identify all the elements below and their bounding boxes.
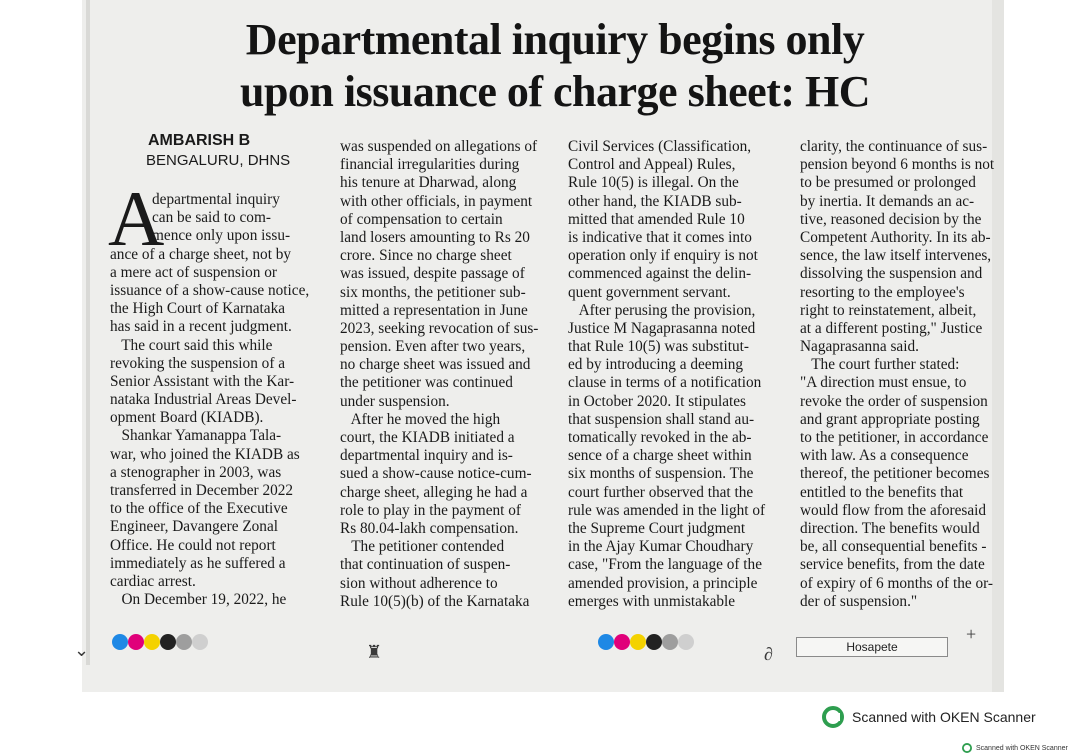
article-line: After perusing the provision, (568, 301, 756, 319)
article-line: der of suspension." (800, 592, 918, 610)
article-line: at a different posting," Justice (800, 319, 983, 337)
article-line: After he moved the high (340, 410, 501, 428)
article-line: mitted a representation in June (340, 301, 528, 319)
article-line: six months of suspension. The (568, 465, 754, 483)
registration-dot (112, 634, 128, 650)
registration-dot (678, 634, 694, 650)
article-line: is indicative that it comes into (568, 228, 752, 246)
article-line: service benefits, from the date (800, 556, 985, 574)
article-line: resorting to the employee's (800, 283, 965, 301)
article-line: operation only if enquiry is not (568, 247, 758, 265)
article-line: sion without adherence to (340, 574, 498, 592)
article-line: was suspended on allegations of (340, 138, 538, 155)
article-line: sence of a charge sheet within (568, 447, 752, 465)
article-line: On December 19, 2022, he (110, 591, 287, 609)
article-line: court further observed that the (568, 483, 754, 501)
article-line: his tenure at Dharwad, along (340, 174, 517, 192)
article-line: commenced against the delin- (568, 265, 752, 283)
registration-dot (176, 634, 192, 650)
color-registration-marks-right (598, 634, 694, 650)
article-line: 2023, seeking revocation of sus- (340, 319, 539, 337)
article-line: direction. The benefits would (800, 519, 980, 537)
article-line: case, "From the language of the (568, 556, 762, 574)
article-line: would flow from the aforesaid (800, 501, 987, 519)
oken-logo-icon (962, 743, 972, 753)
article-line: to the office of the Executive (110, 500, 288, 518)
drop-cap: A (108, 175, 165, 262)
byline-dateline: BENGALURU, DHNS (146, 152, 291, 169)
edition-tag: Hosapete (796, 637, 948, 657)
registration-dot (662, 634, 678, 650)
article-line: to the petitioner, in accordance (800, 429, 989, 446)
registration-dot (614, 634, 630, 650)
article-line: clarity, the continuance of sus- (800, 138, 988, 155)
scanner-watermark-label: Scanned with OKEN Scanner (852, 709, 1036, 725)
article-line: no charge sheet was issued and (340, 356, 531, 374)
article-line: Control and Appeal) Rules, (568, 156, 736, 174)
article-line: court, the KIADB initiated a (340, 429, 515, 446)
article-line: The court said this while (110, 336, 273, 354)
article-line: dissolving the suspension and (800, 265, 983, 283)
article-line: opment Board (KIADB). (110, 409, 264, 427)
article-line: charge sheet, alleging he had a (340, 483, 528, 501)
article-line: with law. As a consequence (800, 447, 969, 465)
article-line: cardiac arrest. (110, 572, 196, 590)
article-column-3 (568, 138, 790, 611)
article-line: Rule 10(5) is illegal. On the (568, 174, 739, 192)
headline-line-1: Departmental inquiry begins only (245, 15, 865, 64)
article-line: emerges with unmistakable (568, 592, 736, 610)
article-line: Office. He could not report (110, 536, 276, 554)
article-line: mitted that amended Rule 10 (568, 210, 745, 228)
article-column-2 (340, 138, 562, 611)
registration-dot (646, 634, 662, 650)
article-line: quent government servant. (568, 283, 731, 301)
scanner-watermark (822, 706, 1036, 728)
registration-dot (144, 634, 160, 650)
article-line: revoking the suspension of a (110, 354, 286, 372)
color-registration-marks-left (112, 634, 208, 650)
article-line: of compensation to certain (340, 210, 503, 228)
article-line: sence, the law itself intervenes, (800, 247, 992, 265)
registration-dot (630, 634, 646, 650)
article-line: clause in terms of a notification (568, 374, 762, 392)
article-line: that suspension shall stand au- (568, 410, 755, 428)
article-line: that continuation of suspen- (340, 556, 511, 574)
article-line: Engineer, Davangere Zonal (110, 518, 278, 536)
oken-logo-icon (822, 706, 844, 728)
page-fold-shadow (86, 0, 90, 665)
article-line: war, who joined the KIADB as (110, 445, 300, 463)
article-line: issuance of a show-cause notice, (110, 281, 310, 299)
headline-line-2: upon issuance of charge sheet: HC (239, 67, 871, 116)
article-line: a stenographer in 2003, was (110, 463, 282, 481)
article-line: tive, reasoned decision by the (800, 210, 982, 228)
article-line: Civil Services (Classification, (568, 138, 752, 155)
article-line: of expiry of 6 months of the or- (800, 574, 993, 592)
article-line: right to reinstatement, albeit, (800, 301, 977, 319)
article-line: that Rule 10(5) was substitut- (568, 338, 749, 356)
article-line: "A direction must ensue, to (800, 374, 967, 392)
article-line: The petitioner contended (340, 538, 505, 556)
article-line: the petitioner was continued (340, 374, 513, 392)
print-mark-icon: ♜ (366, 642, 383, 662)
article-line: sued a show-cause notice-cum- (340, 465, 532, 483)
article-line: with other officials, in payment (340, 192, 533, 210)
scanner-watermark-small (962, 743, 1068, 753)
article-line: revoke the order of suspension (800, 392, 988, 410)
article-line: immediately as he suffered a (110, 554, 286, 572)
headline (110, 14, 1000, 118)
article-line: the High Court of Karnataka (110, 300, 286, 318)
article-line: rule was amended in the light of (568, 501, 766, 519)
article-line: departmental inquiry (152, 191, 280, 208)
article-line: ance of a charge sheet, not by (110, 245, 292, 263)
registration-dot (192, 634, 208, 650)
article-line: pension beyond 6 months is not (800, 156, 995, 174)
article-line: financial irregularities during (340, 156, 520, 174)
article-line: departmental inquiry and is- (340, 447, 513, 465)
registration-dot (128, 634, 144, 650)
crop-mark-icon: ⌄ (74, 640, 90, 660)
article-line: by inertia. It demands an ac- (800, 192, 975, 210)
article-line: be, all consequential benefits - (800, 538, 987, 556)
article-line: mence only upon issu- (152, 227, 291, 245)
article-line: pension. Even after two years, (340, 338, 526, 356)
article-column-1 (110, 191, 332, 609)
article-line: six months, the petitioner sub- (340, 283, 526, 301)
registration-dot (598, 634, 614, 650)
article-line: can be said to com- (152, 209, 271, 227)
article-line: amended provision, a principle (568, 574, 758, 592)
article-line: Rs 80.04-lakh compensation. (340, 519, 519, 537)
print-mark-icon: ∂ (764, 644, 773, 664)
article-line: The court further stated: (800, 356, 960, 374)
article-line: the Supreme Court judgment (568, 519, 746, 537)
article-line: transferred in December 2022 (110, 482, 294, 499)
byline-author: AMBARISH B (148, 132, 251, 149)
article-line: role to play in the payment of (340, 501, 521, 519)
article-line: nataka Industrial Areas Devel- (110, 391, 297, 409)
crosshair-icon: + (966, 624, 977, 644)
article-line: in the Ajay Kumar Choudhary (568, 538, 754, 556)
scanner-watermark-small-label: Scanned with OKEN Scanner (976, 744, 1068, 752)
article-line: crore. Since no charge sheet (340, 247, 512, 265)
article-line: and grant appropriate posting (800, 410, 980, 428)
article-line: Nagaprasanna said. (800, 338, 919, 356)
article-line: other hand, the KIADB sub- (568, 192, 742, 210)
article-line: Shankar Yamanappa Tala- (110, 427, 282, 445)
article-line: thereof, the petitioner becomes (800, 465, 990, 483)
article-column-4 (800, 138, 1000, 611)
article-line: land losers amounting to Rs 20 (340, 228, 530, 246)
article-line: Senior Assistant with the Kar- (110, 372, 295, 390)
article-line: in October 2020. It stipulates (568, 392, 747, 410)
article-line: Justice M Nagaprasanna noted (568, 319, 756, 337)
article-line: entitled to the benefits that (800, 483, 964, 501)
registration-dot (160, 634, 176, 650)
article-line: a mere act of suspension or (110, 263, 277, 281)
article-line: tomatically revoked in the ab- (568, 429, 752, 446)
article-line: under suspension. (340, 392, 450, 410)
article-line: was issued, despite passage of (340, 265, 525, 283)
article-line: to be presumed or prolonged (800, 174, 976, 192)
article-line: has said in a recent judgment. (110, 318, 292, 336)
article-line: Rule 10(5)(b) of the Karnataka (340, 592, 530, 610)
article-line: ed by introducing a deeming (568, 356, 744, 374)
article-line: Competent Authority. In its ab- (800, 228, 991, 246)
